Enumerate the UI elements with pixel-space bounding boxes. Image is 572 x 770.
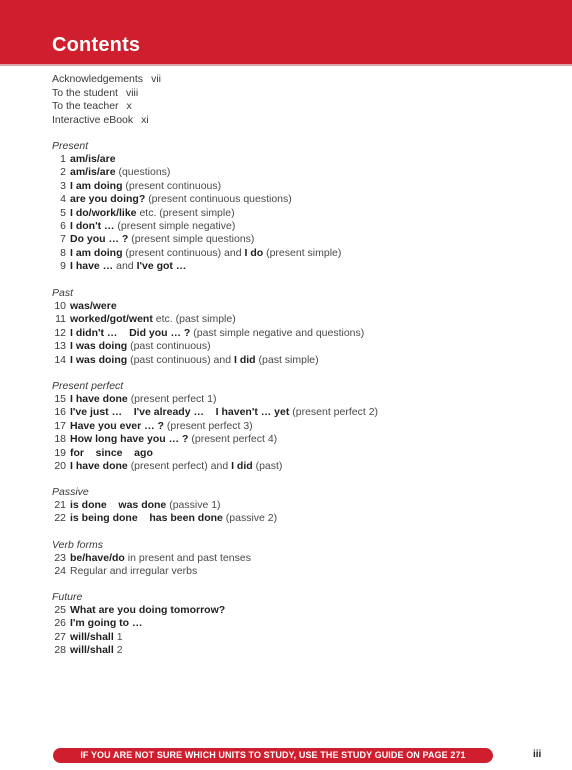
list-item[interactable]: 16 I've just … I've already … I haven't … yet (present perfect 2)	[54, 406, 379, 419]
section-future	[52, 604, 225, 658]
list-item[interactable]: 27 will/shall 1	[54, 630, 123, 643]
list-item[interactable]: 19 for since ago	[54, 446, 153, 459]
list-item[interactable]: 8 I am doing (present continuous) and I do (present simple)	[60, 246, 342, 259]
intro-item[interactable]: To the student viii	[52, 86, 139, 99]
intro-item[interactable]: Acknowledgements vii	[52, 73, 161, 85]
list-item[interactable]: 5 I do/work/like etc. (present simple)	[60, 206, 235, 219]
section-present-perfect	[52, 393, 378, 473]
list-item[interactable]: 9 I have … and I've got …	[60, 260, 187, 273]
list-item[interactable]: 20 I have done (present perfect) and I did (past)	[54, 460, 283, 473]
list-item[interactable]: 22 is being done has been done (passive 2)	[54, 512, 278, 525]
list-item[interactable]: 7 Do you … ? (present simple questions)	[60, 233, 255, 246]
list-item[interactable]: 25 What are you doing tomorrow?	[54, 604, 226, 616]
section-heading-future: Future	[52, 591, 83, 603]
list-item[interactable]: 6 I don't … (present simple negative)	[60, 220, 236, 233]
list-item[interactable]: 15 I have done (present perfect 1)	[54, 393, 217, 405]
list-item[interactable]: 18 How long have you … ? (present perfect 4)	[54, 433, 278, 446]
list-item[interactable]: 13 I was doing (past continuous)	[54, 340, 211, 353]
list-item[interactable]: 21 is done was done (passive 1)	[54, 499, 221, 511]
intro-item[interactable]: To the teacher x	[52, 100, 132, 113]
section-present	[52, 153, 341, 274]
page-number: iii	[533, 749, 542, 760]
list-item[interactable]: 4 are you doing? (present continuous questions)	[60, 193, 292, 206]
list-item[interactable]: 24 Regular and irregular verbs	[54, 565, 198, 578]
section-heading-verb-forms: Verb forms	[52, 539, 103, 551]
list-item[interactable]: 14 I was doing (past continuous) and I did (past simple)	[54, 353, 319, 366]
study-guide-banner[interactable]: IF YOU ARE NOT SURE WHICH UNITS TO STUDY, USE THE STUDY GUIDE ON PAGE 271	[53, 748, 493, 763]
list-item[interactable]: 3 I am doing (present continuous)	[60, 179, 222, 192]
list-item[interactable]: 26 I'm going to …	[54, 617, 143, 630]
section-past	[52, 300, 364, 367]
list-item[interactable]: 2 am/is/are (questions)	[60, 166, 171, 179]
list-item[interactable]: 10 was/were	[54, 300, 117, 312]
intro-item[interactable]: Interactive eBook xi	[52, 113, 149, 126]
section-heading-present-perfect: Present perfect	[52, 380, 124, 392]
section-verb-forms	[52, 552, 251, 579]
page-title: Contents	[52, 34, 141, 56]
intro-list	[52, 73, 161, 127]
list-item[interactable]: 28 will/shall 2	[54, 644, 123, 657]
list-item[interactable]: 23 be/have/do in present and past tenses	[54, 552, 251, 564]
section-heading-present: Present	[52, 140, 89, 152]
section-heading-past: Past	[52, 287, 74, 299]
list-item[interactable]: 17 Have you ever … ? (present perfect 3)	[54, 419, 253, 432]
section-passive	[52, 499, 277, 526]
list-item[interactable]: 1 am/is/are	[60, 153, 116, 165]
header-divider	[0, 64, 572, 66]
list-item[interactable]: 12 I didn't … Did you … ? (past simple negative and questions)	[54, 326, 365, 339]
list-item[interactable]: 11 worked/got/went etc. (past simple)	[55, 313, 236, 326]
section-heading-passive: Passive	[52, 486, 89, 498]
